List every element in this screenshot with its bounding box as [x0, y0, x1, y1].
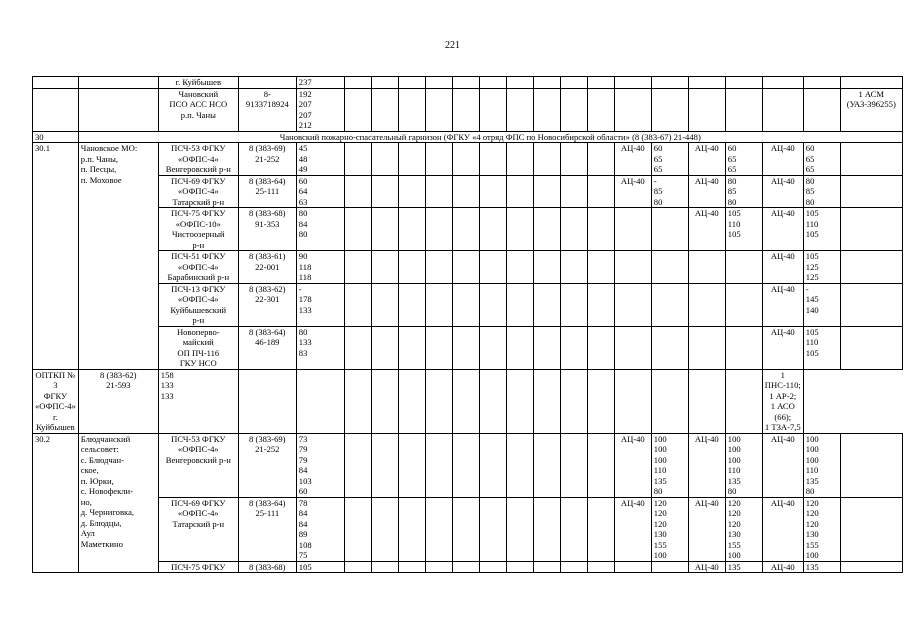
phone-cell: 8 (383-61) 22-001: [238, 251, 296, 284]
empty-cell: [371, 88, 398, 131]
table-row: [33, 369, 903, 433]
vehicle-type-cell: [560, 369, 587, 433]
empty-cell: [398, 433, 425, 497]
arrival-time-cell: [651, 283, 688, 326]
empty-cell: [587, 283, 614, 326]
empty-cell: [587, 77, 614, 89]
arrival-time-cell: - 145 140: [803, 283, 840, 326]
arrival-time-cell: 60 65 65: [803, 143, 840, 176]
empty-cell: [560, 77, 587, 89]
arrival-time-cell: [725, 326, 762, 369]
note-cell: [840, 175, 902, 208]
vehicle-type-cell: [688, 326, 725, 369]
empty-cell: [587, 208, 614, 251]
empty-cell: [506, 497, 533, 561]
arrival-time-cell: 120 120 120 130 155 100: [725, 497, 762, 561]
vehicle-type-cell: АЦ-40: [762, 143, 803, 176]
empty-cell: [560, 208, 587, 251]
note-cell: [840, 326, 902, 369]
vehicle-type-cell: АЦ-40: [688, 433, 725, 497]
empty-cell: [452, 143, 479, 176]
phone-cell: 8 (383-69) 21-252: [238, 143, 296, 176]
vehicle-type-cell: АЦ-40: [688, 143, 725, 176]
empty-cell: [506, 433, 533, 497]
arrival-time-cell: [651, 208, 688, 251]
vehicle-type-cell: АЦ-40: [614, 175, 651, 208]
fire-garrison-table: [32, 76, 903, 573]
table-row: [33, 131, 903, 143]
empty-cell: [506, 88, 533, 131]
empty-cell: [371, 77, 398, 89]
phone-cell: 8 (383-64) 46-189: [238, 326, 296, 369]
empty-cell: [506, 283, 533, 326]
section-number: 30.1: [33, 143, 79, 370]
empty-cell: [371, 369, 398, 433]
empty-cell: [398, 369, 425, 433]
empty-cell: [479, 175, 506, 208]
vehicle-type-cell: АЦ-40: [614, 143, 651, 176]
empty-cell: [371, 143, 398, 176]
empty-cell: [560, 175, 587, 208]
empty-cell: [425, 88, 452, 131]
empty-cell: [371, 497, 398, 561]
distance-cell: 80 84 80: [296, 208, 344, 251]
vehicle-type-cell: [614, 561, 651, 573]
distance-cell: 158 133 133: [158, 369, 238, 433]
empty-cell: [425, 561, 452, 573]
distance-cell: 237: [296, 77, 344, 89]
vehicle-type-cell: [688, 283, 725, 326]
page-number: 221: [445, 40, 460, 51]
empty-cell: [560, 326, 587, 369]
arrival-time-cell: 60 65 65: [651, 143, 688, 176]
empty-cell: [78, 77, 158, 89]
table-row: [33, 77, 903, 89]
arrival-time-cell: 120 120 120 130 155 100: [651, 497, 688, 561]
table-row: [33, 433, 903, 497]
empty-cell: [371, 433, 398, 497]
vehicle-type-cell: АЦ-40: [688, 497, 725, 561]
empty-cell: [533, 283, 560, 326]
vehicle-type-cell: АЦ-40: [762, 283, 803, 326]
empty-cell: [344, 77, 371, 89]
vehicle-type-cell: АЦ-40: [762, 497, 803, 561]
vehicle-type-cell: [688, 369, 725, 433]
empty-cell: [479, 283, 506, 326]
unit-cell: Чановский ПСО АСС НСО р.п. Чаны: [158, 88, 238, 131]
vehicle-type-cell: [614, 208, 651, 251]
phone-cell: 8 (383-69) 21-252: [238, 433, 296, 497]
empty-cell: [344, 143, 371, 176]
vehicle-type-cell: АЦ-40: [762, 326, 803, 369]
vehicle-type-cell: [762, 77, 803, 89]
distance-cell: 78 84 84 89 108 75: [296, 497, 344, 561]
arrival-time-cell: [651, 251, 688, 284]
vehicle-type-cell: [614, 88, 651, 131]
table-body: [33, 77, 903, 573]
phone-cell: 8 (383-64) 25-111: [238, 497, 296, 561]
empty-cell: [238, 369, 296, 433]
empty-cell: [398, 143, 425, 176]
arrival-time-cell: 100 100 100 110 135 80: [651, 433, 688, 497]
empty-cell: [425, 208, 452, 251]
empty-cell: [479, 208, 506, 251]
empty-cell: [425, 251, 452, 284]
empty-cell: [452, 208, 479, 251]
arrival-time-cell: [725, 88, 762, 131]
empty-cell: [560, 283, 587, 326]
vehicle-type-cell: [614, 77, 651, 89]
arrival-time-cell: [587, 369, 614, 433]
distance-cell: 105: [296, 561, 344, 573]
unit-cell: ПСЧ-53 ФГКУ «ОФПС-4» Венгеровский р-н: [158, 143, 238, 176]
vehicle-type-cell: [688, 88, 725, 131]
empty-cell: [560, 561, 587, 573]
vehicle-type-cell: [688, 251, 725, 284]
vehicle-type-cell: [762, 88, 803, 131]
arrival-time-cell: 100 100 100 110 135 80: [725, 433, 762, 497]
vehicle-type-cell: АЦ-40: [762, 208, 803, 251]
unit-cell: ПСЧ-69 ФГКУ «ОФПС-4» Татарский р-н: [158, 497, 238, 561]
arrival-time-cell: [725, 369, 762, 433]
arrival-time-cell: [725, 77, 762, 89]
note-cell: [840, 433, 902, 497]
empty-cell: [506, 326, 533, 369]
empty-cell: [452, 283, 479, 326]
empty-cell: [479, 326, 506, 369]
vehicle-type-cell: АЦ-40: [614, 497, 651, 561]
empty-cell: [479, 561, 506, 573]
empty-cell: [78, 88, 158, 131]
vehicle-type-cell: АЦ-40: [762, 175, 803, 208]
empty-cell: [371, 175, 398, 208]
arrival-time-cell: 105 125 125: [803, 251, 840, 284]
empty-cell: [452, 251, 479, 284]
arrival-time-cell: [651, 77, 688, 89]
empty-cell: [344, 433, 371, 497]
empty-cell: [425, 77, 452, 89]
settlement-cell: Чановское МО: р.п. Чаны, п. Песцы, п. Моховое: [78, 143, 158, 370]
empty-cell: [533, 208, 560, 251]
distance-cell: 73 79 79 84 103 60: [296, 433, 344, 497]
vehicle-type-cell: [614, 369, 651, 433]
arrival-time-cell: 100 100 100 110 135 80: [803, 433, 840, 497]
arrival-time-cell: [803, 77, 840, 89]
empty-cell: [398, 283, 425, 326]
empty-cell: [425, 326, 452, 369]
arrival-time-cell: [651, 88, 688, 131]
empty-cell: [533, 175, 560, 208]
empty-cell: [533, 77, 560, 89]
arrival-time-cell: 135: [725, 561, 762, 573]
table-row: [33, 497, 903, 561]
settlement-cell: Блюдчанский сельсовет: с. Блюдчан- ское, п. Юрки, с. Новофекли- но, д. Черниговка, д. Блюдцы, Аул Маметкино: [78, 433, 158, 573]
vehicle-type-cell: АЦ-40: [688, 561, 725, 573]
empty-cell: [533, 369, 560, 433]
phone-cell: 8 (383-62) 22-301: [238, 283, 296, 326]
note-cell: [840, 251, 902, 284]
empty-cell: [398, 561, 425, 573]
empty-cell: [452, 369, 479, 433]
note-cell: [840, 208, 902, 251]
empty-cell: [33, 77, 79, 89]
empty-cell: [479, 88, 506, 131]
empty-cell: [398, 77, 425, 89]
vehicle-type-cell: [614, 251, 651, 284]
unit-cell: ПСЧ-75 ФГКУ: [158, 561, 238, 573]
empty-cell: [533, 88, 560, 131]
phone-cell: 8- 9133718924: [238, 88, 296, 131]
unit-cell: ПСЧ-75 ФГКУ «ОФПС-10» Чистоозерный р-н: [158, 208, 238, 251]
empty-cell: [587, 251, 614, 284]
distance-cell: 80 133 83: [296, 326, 344, 369]
empty-cell: [479, 497, 506, 561]
empty-cell: [344, 497, 371, 561]
empty-cell: [33, 88, 79, 131]
unit-cell: ПСЧ-13 ФГКУ «ОФПС-4» Куйбышевский р-н: [158, 283, 238, 326]
table-row: [33, 88, 903, 131]
empty-cell: [398, 208, 425, 251]
empty-cell: [587, 497, 614, 561]
empty-cell: [587, 326, 614, 369]
empty-cell: [452, 497, 479, 561]
empty-cell: [344, 283, 371, 326]
note-cell: 1 ПНС-110; 1 АР-2; 1 АСО (66); 1 ТЗА-7,5: [762, 369, 803, 433]
arrival-time-cell: - 85 80: [651, 175, 688, 208]
note-cell: [840, 497, 902, 561]
empty-cell: [425, 433, 452, 497]
empty-cell: [479, 369, 506, 433]
distance-cell: 90 118 118: [296, 251, 344, 284]
section-number: 30.2: [33, 433, 79, 573]
empty-cell: [506, 561, 533, 573]
empty-cell: [506, 175, 533, 208]
vehicle-type-cell: [614, 283, 651, 326]
arrival-time-cell: 105 110 105: [803, 208, 840, 251]
empty-cell: [506, 251, 533, 284]
empty-cell: [398, 175, 425, 208]
garrison-heading: Чановский пожарно-спасательный гарнизон (ФГКУ «4 отряд ФПС по Новосибирской области» (8 (383-67) 21-448): [78, 131, 902, 143]
empty-cell: [344, 369, 371, 433]
note-cell: 1 АСМ (УАЗ-396255): [840, 88, 902, 131]
vehicle-type-cell: АЦ-40: [762, 251, 803, 284]
phone-cell: 8 (383-68): [238, 561, 296, 573]
empty-cell: [452, 561, 479, 573]
empty-cell: [344, 561, 371, 573]
table-row: [33, 143, 903, 176]
table-row: [33, 326, 903, 369]
empty-cell: [479, 143, 506, 176]
empty-cell: [533, 497, 560, 561]
note-cell: [840, 143, 902, 176]
empty-cell: [452, 88, 479, 131]
empty-cell: [398, 497, 425, 561]
distance-cell: 60 64 63: [296, 175, 344, 208]
arrival-time-cell: [651, 326, 688, 369]
note-cell: [840, 561, 902, 573]
arrival-time-cell: 80 85 80: [725, 175, 762, 208]
unit-cell: ПСЧ-69 ФГКУ «ОФПС-4» Татарский р-н: [158, 175, 238, 208]
table-row: [33, 251, 903, 284]
table-row: [33, 283, 903, 326]
empty-cell: [587, 175, 614, 208]
arrival-time-cell: 105 110 105: [803, 326, 840, 369]
empty-cell: [506, 143, 533, 176]
empty-cell: [560, 251, 587, 284]
unit-cell: ОПТКП № 3 ФГКУ «ОФПС-4» г. Куйбышев: [33, 369, 79, 433]
section-number: 30: [33, 131, 79, 143]
vehicle-type-cell: АЦ-40: [762, 433, 803, 497]
arrival-time-cell: [725, 283, 762, 326]
empty-cell: [344, 208, 371, 251]
empty-cell: [506, 77, 533, 89]
empty-cell: [425, 369, 452, 433]
empty-cell: [479, 433, 506, 497]
empty-cell: [344, 175, 371, 208]
empty-cell: [398, 88, 425, 131]
phone-cell: [238, 77, 296, 89]
empty-cell: [560, 433, 587, 497]
arrival-time-cell: [725, 251, 762, 284]
empty-cell: [533, 251, 560, 284]
empty-cell: [479, 77, 506, 89]
phone-cell: 8 (383-62) 21-593: [78, 369, 158, 433]
note-cell: [840, 283, 902, 326]
empty-cell: [533, 433, 560, 497]
empty-cell: [587, 143, 614, 176]
empty-cell: [425, 283, 452, 326]
empty-cell: [560, 88, 587, 131]
empty-cell: [506, 208, 533, 251]
arrival-time-cell: 120 120 120 130 155 100: [803, 497, 840, 561]
arrival-time-cell: [651, 561, 688, 573]
unit-cell: ПСЧ-53 ФГКУ «ОФПС-4» Венгеровский р-н: [158, 433, 238, 497]
arrival-time-cell: [803, 88, 840, 131]
phone-cell: 8 (383-64) 25-111: [238, 175, 296, 208]
arrival-time-cell: 60 65 65: [725, 143, 762, 176]
empty-cell: [296, 369, 344, 433]
empty-cell: [533, 143, 560, 176]
vehicle-type-cell: [688, 77, 725, 89]
note-cell: [840, 77, 902, 89]
empty-cell: [587, 561, 614, 573]
distance-cell: 192 207 207 212: [296, 88, 344, 131]
empty-cell: [560, 497, 587, 561]
empty-cell: [479, 251, 506, 284]
empty-cell: [371, 208, 398, 251]
empty-cell: [398, 326, 425, 369]
phone-cell: 8 (383-68) 91-353: [238, 208, 296, 251]
empty-cell: [533, 326, 560, 369]
empty-cell: [533, 561, 560, 573]
empty-cell: [398, 251, 425, 284]
distance-cell: - 178 133: [296, 283, 344, 326]
table-row: [33, 175, 903, 208]
empty-cell: [587, 88, 614, 131]
empty-cell: [452, 175, 479, 208]
table-row: [33, 561, 903, 573]
empty-cell: [560, 143, 587, 176]
vehicle-type-cell: АЦ-40: [688, 208, 725, 251]
empty-cell: [371, 561, 398, 573]
empty-cell: [587, 433, 614, 497]
empty-cell: [452, 326, 479, 369]
empty-cell: [425, 143, 452, 176]
unit-cell: ПСЧ-51 ФГКУ «ОФПС-4» Барабинский р-н: [158, 251, 238, 284]
vehicle-type-cell: АЦ-40: [688, 175, 725, 208]
arrival-time-cell: 105 110 105: [725, 208, 762, 251]
empty-cell: [371, 251, 398, 284]
arrival-time-cell: 80 85 80: [803, 175, 840, 208]
vehicle-type-cell: АЦ-40: [762, 561, 803, 573]
empty-cell: [371, 326, 398, 369]
unit-cell: Новоперво- майский ОП ПЧ-116 ГКУ НСО: [158, 326, 238, 369]
vehicle-type-cell: АЦ-40: [614, 433, 651, 497]
distance-cell: 45 48 49: [296, 143, 344, 176]
empty-cell: [452, 433, 479, 497]
unit-cell: г. Куйбышев: [158, 77, 238, 89]
empty-cell: [425, 497, 452, 561]
empty-cell: [506, 369, 533, 433]
empty-cell: [371, 283, 398, 326]
empty-cell: [344, 88, 371, 131]
empty-cell: [425, 175, 452, 208]
vehicle-type-cell: [614, 326, 651, 369]
empty-cell: [344, 326, 371, 369]
arrival-time-cell: [651, 369, 688, 433]
empty-cell: [452, 77, 479, 89]
arrival-time-cell: 135: [803, 561, 840, 573]
table-row: [33, 208, 903, 251]
empty-cell: [344, 251, 371, 284]
